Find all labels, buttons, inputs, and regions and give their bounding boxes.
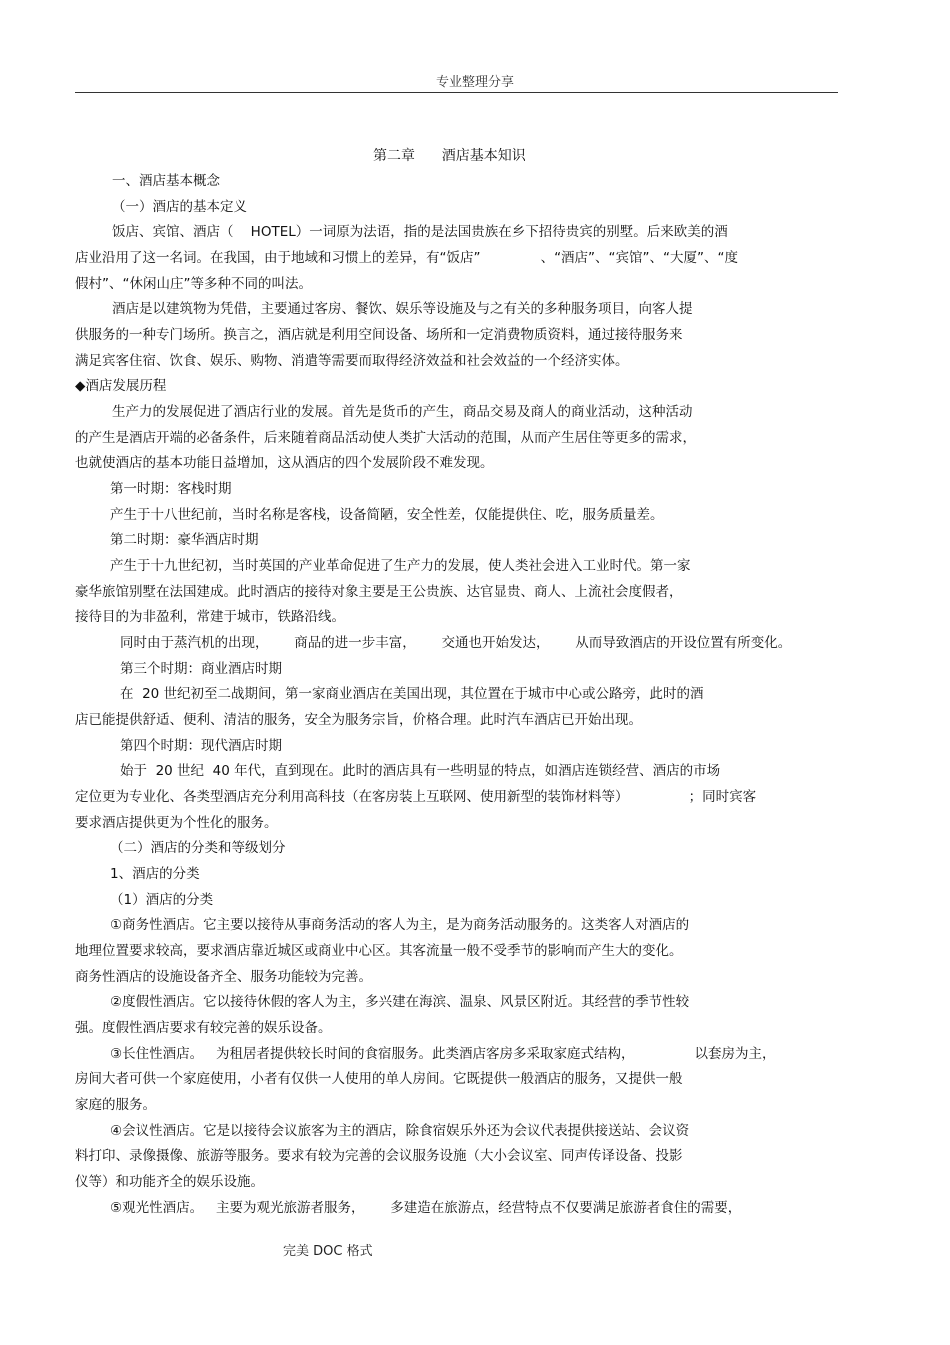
text-line: 接待目的为非盈利，常建于城市，铁路沿线。 <box>75 609 345 625</box>
text-line: 房间大者可供一个家庭使用，小者有仅供一人使用的单人房间。它既提供一般酒店的服务，又提供一般 <box>75 1071 683 1087</box>
text-line: 第一时期：客栈时期 <box>110 481 232 497</box>
text-line: ①商务性酒店。它主要以接待从事商务活动的客人为主，是为商务活动服务的。这类客人对酒店的 <box>110 917 690 933</box>
header-divider <box>75 92 838 93</box>
text-line: 强。度假性酒店要求有较完善的娱乐设备。 <box>75 1020 332 1036</box>
text-line: 店已能提供舒适、便利、清洁的服务，安全为服务宗旨，价格合理。此时汽车酒店已开始出现。 <box>75 712 642 728</box>
text-line: 店业沿用了这一名词。在我国，由于地域和习惯上的差异，有“饭店” 、“酒店”、“宾馆”、“大厦”、“度 <box>75 250 739 266</box>
text-line: 产生于十九世纪初，当时英国的产业革命促进了生产力的发展，使人类社会进入工业时代。第一家 <box>110 558 691 574</box>
text-line: 满足宾客住宿、饮食、娱乐、购物、消遣等需要而取得经济效益和社会效益的一个经济实体。 <box>75 353 629 369</box>
page-footer: 完美 DOC 格式 <box>283 1244 373 1259</box>
text-line: 仪等）和功能齐全的娱乐设施。 <box>75 1174 264 1190</box>
text-line: 酒店是以建筑物为凭借，主要通过客房、餐饮、娱乐等设施及与之有关的多种服务项目，向客人提 <box>112 301 693 317</box>
section-heading: ◆酒店发展历程 <box>75 378 167 394</box>
text-line: ②度假性酒店。它以接待休假的客人为主，多兴建在海滨、温泉、风景区附近。其经营的季节性较 <box>110 994 690 1010</box>
page-header: 专业整理分享 <box>435 75 514 90</box>
text-line: 第四个时期：现代酒店时期 <box>120 738 282 754</box>
text-line: 料打印、录像摄像、旅游等服务。要求有较为完善的会议服务设施（大小会议室、同声传译设备、投影 <box>75 1148 683 1164</box>
text-line: （二）酒店的分类和等级划分 <box>110 840 286 856</box>
text-line: 生产力的发展促进了酒店行业的发展。首先是货币的产生，商品交易及商人的商业活动，这种活动 <box>112 404 693 420</box>
text-line: 要求酒店提供更为个性化的服务。 <box>75 815 278 831</box>
text-line: 饭店、宾馆、酒店（ HOTEL）一词原为法语，指的是法国贵族在乡下招待贵宾的别墅。后来欧美的酒 <box>112 224 728 240</box>
text-line: 假村”、“休闲山庄”等多种不同的叫法。 <box>75 276 312 292</box>
text-line: ⑤观光性酒店。 主要为观光旅游者服务， 多建造在旅游点，经营特点不仅要满足旅游者食住的需要， <box>110 1200 742 1216</box>
text-line: 产生于十八世纪前，当时名称是客栈，设备简陋，安全性差，仅能提供住、吃，服务质量差。 <box>110 507 664 523</box>
text-line: 第三个时期：商业酒店时期 <box>120 661 282 677</box>
text-line: （一）酒店的基本定义 <box>112 199 247 215</box>
text-line: 在 20 世纪初至二战期间，第一家商业酒店在美国出现，其位置在于城市中心或公路旁，此时的酒 <box>120 686 704 702</box>
text-line: （1）酒店的分类 <box>110 892 214 908</box>
text-line: 豪华旅馆别墅在法国建成。此时酒店的接待对象主要是王公贵族、达官显贵、商人、上流社会度假者， <box>75 584 683 600</box>
text-line: 供服务的一种专门场所。换言之，酒店就是利用空间设备、场所和一定消费物质资料，通过接待服务来 <box>75 327 683 343</box>
text-line: 1、酒店的分类 <box>110 866 200 882</box>
text-line: 商务性酒店的设施设备齐全、服务功能较为完善。 <box>75 969 372 985</box>
text-line: 定位更为专业化、各类型酒店充分利用高科技（在客房装上互联网、使用新型的装饰材料等） ；同时宾客 <box>75 789 757 805</box>
text-line: 同时由于蒸汽机的出现， 商品的进一步丰富， 交通也开始发达， 从而导致酒店的开设位置有所变化。 <box>120 635 792 651</box>
text-line: 地理位置要求较高，要求酒店靠近城区或商业中心区。其客流量一般不受季节的影响而产生大的变化。 <box>75 943 683 959</box>
text-line: 家庭的服务。 <box>75 1097 156 1113</box>
text-line: 一、酒店基本概念 <box>112 173 220 189</box>
text-line: 也就使酒店的基本功能日益增加，这从酒店的四个发展阶段不难发现。 <box>75 455 494 471</box>
text-line: 第二时期：豪华酒店时期 <box>110 532 259 548</box>
text-line: 始于 20 世纪 40 年代，直到现在。此时的酒店具有一些明显的特点，如酒店连锁经营、酒店的市场 <box>120 763 721 779</box>
text-line: ④会议性酒店。它是以接待会议旅客为主的酒店，除食宿娱乐外还为会议代表提供接送站、会议资 <box>110 1123 690 1139</box>
text-line: 的产生是酒店开端的必备条件，后来随着商品活动使人类扩大活动的范围，从而产生居住等更多的需求， <box>75 430 696 446</box>
text-line: ③长住性酒店。 为租居者提供较长时间的食宿服务。此类酒店客房多采取家庭式结构， 以套房为主， <box>110 1046 776 1062</box>
chapter-title: 第二章 酒店基本知识 <box>373 148 526 164</box>
